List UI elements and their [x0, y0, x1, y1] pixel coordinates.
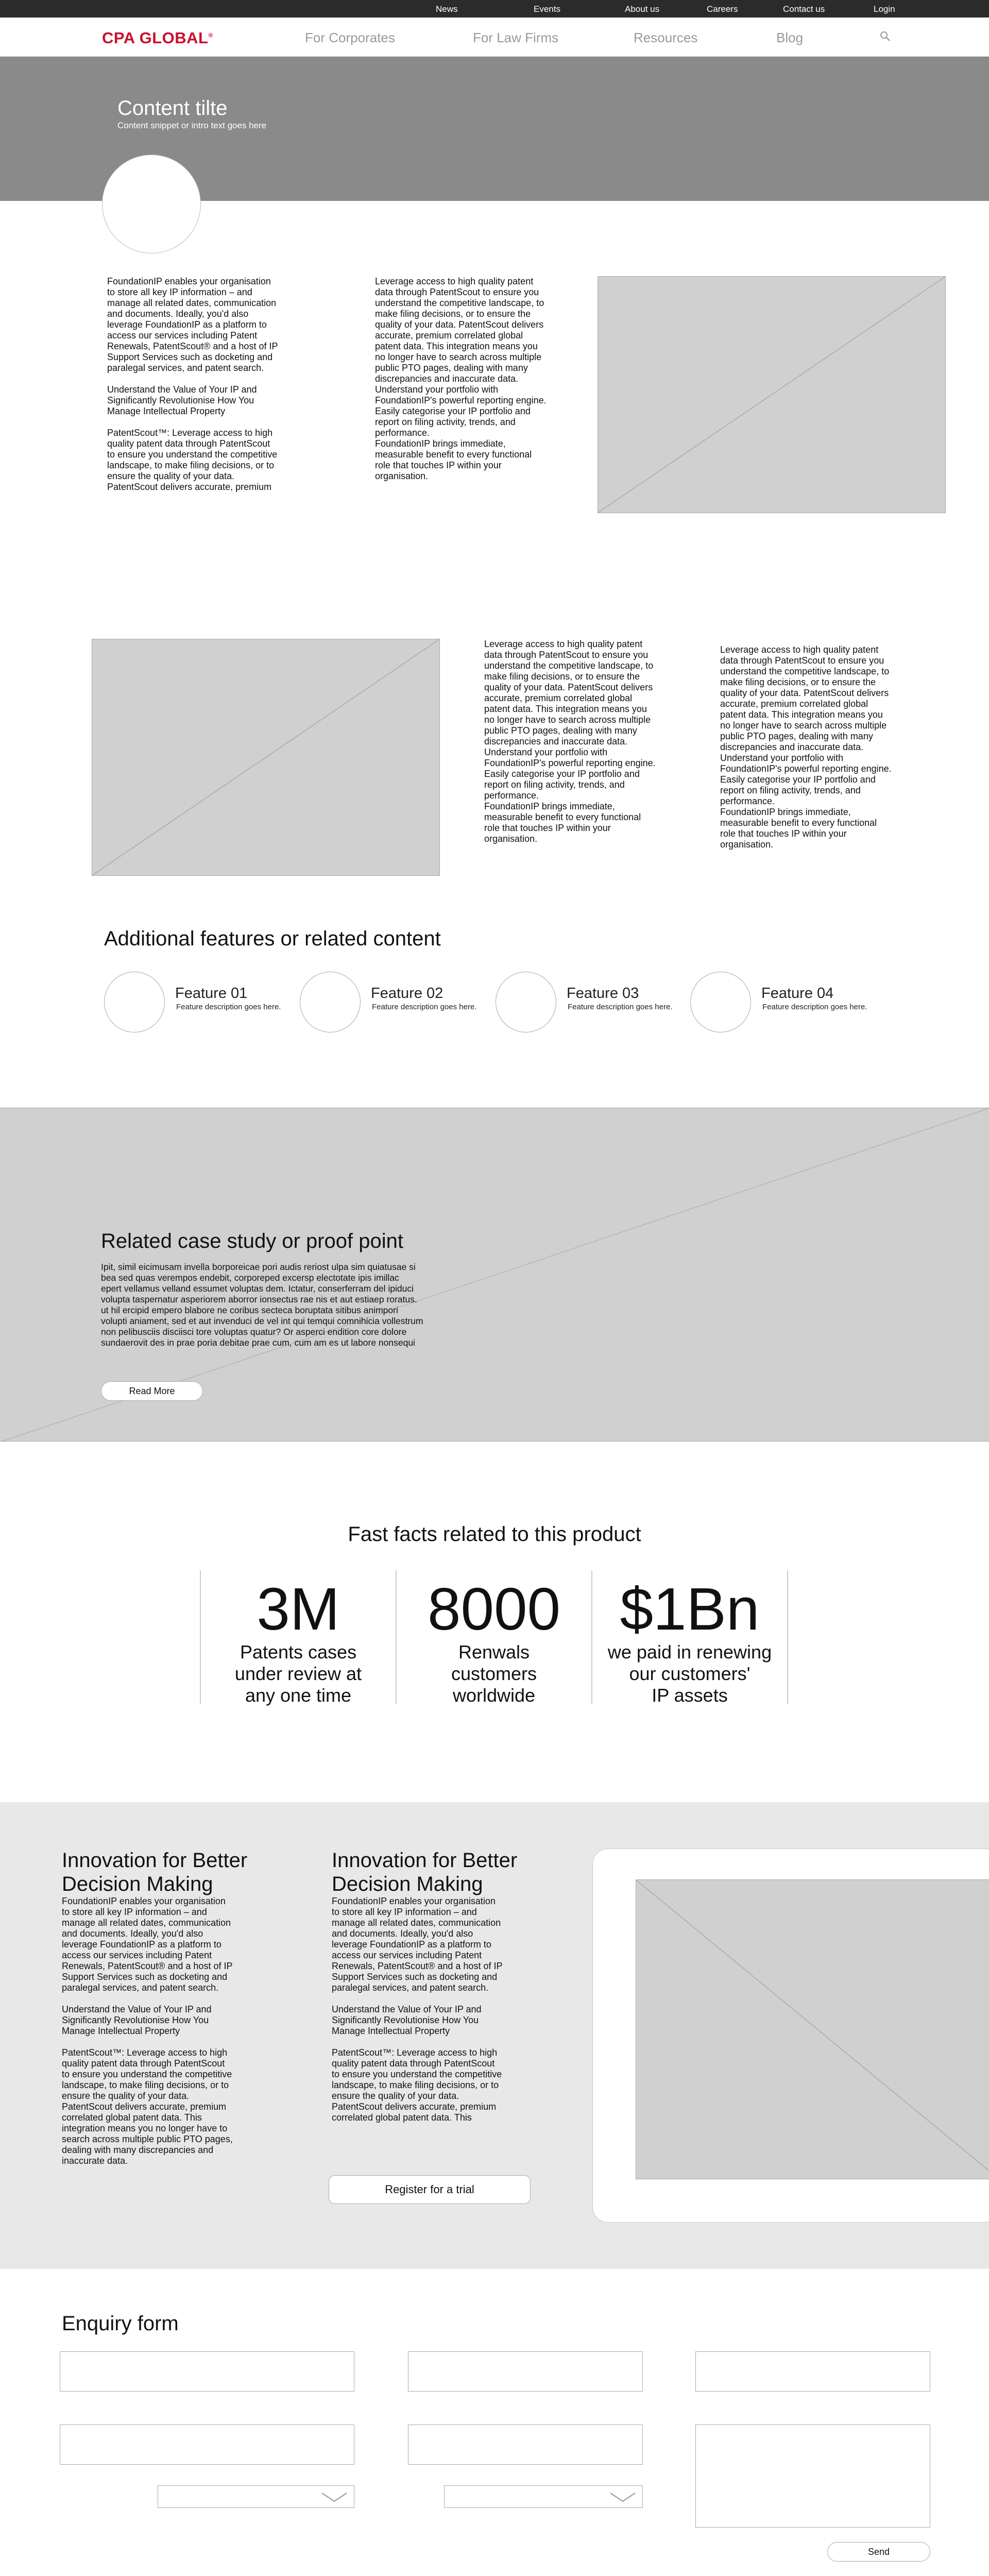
util-link-login[interactable]: Login — [874, 4, 895, 14]
innovation-body: FoundationIP enables your organisation to store all key IP information – and manage all related dates, communication and documents. Ideally, you'd also leverage FoundationIP as a platform to access our services including Patent Renewals, PatentScout® and a host of IP Support Services such as docketing and paralegal services, and patent search. Understand the Value of Your IP and Significantly Revolutionise How You Manage Intellectual Property PatentScout™: Leverage access to high quality patent data through PatentScout to ensure you understand the competitive landscape, to make filing decisions, or to ensure the quality of your data. PatentScout delivers accurate, premium correlated global patent data. This integration means you no longer have to search across multiple public PTO pages, dealing with many discrepancies and inaccurate data. — [62, 1896, 233, 2166]
nav-for-law-firms[interactable]: For Law Firms — [473, 30, 559, 45]
chevron-down-icon — [608, 2491, 637, 2503]
enquiry-input[interactable] — [408, 2351, 643, 2392]
enquiry-input[interactable] — [695, 2351, 930, 2392]
logo-text: CPA GLOBAL — [102, 29, 209, 47]
util-link-contact[interactable]: Contact us — [783, 4, 825, 14]
innovation-title: Innovation for Better Decision Making — [332, 1849, 518, 1895]
fact-label: we paid in renewing our customers' IP assets — [607, 1641, 772, 1706]
enquiry-input[interactable] — [60, 2425, 354, 2465]
case-study-title: Related case study or proof point — [101, 1230, 404, 1252]
chevron-down-icon — [320, 2491, 349, 2503]
util-link-about[interactable]: About us — [625, 4, 660, 14]
enquiry-select[interactable] — [158, 2485, 354, 2508]
placeholder-diagonal — [92, 639, 439, 875]
fact-label: Patents cases under review at any one time — [234, 1641, 362, 1706]
fact-label: Renwals customers worldwide — [451, 1641, 537, 1706]
feature-04-icon — [690, 972, 751, 1032]
fact-value: $1Bn — [620, 1575, 760, 1642]
feature-01-desc: Feature description goes here. — [176, 1003, 281, 1011]
utility-bar — [0, 0, 989, 18]
feature-01-title[interactable]: Feature 01 — [175, 985, 248, 1002]
features-title: Additional features or related content — [104, 927, 441, 950]
hero-title: Content tilte — [117, 97, 228, 120]
logo[interactable] — [102, 29, 213, 47]
enquiry-input[interactable] — [408, 2425, 643, 2465]
case-study-section — [0, 1108, 989, 1442]
fact-value: 8000 — [427, 1575, 561, 1642]
hero-subtitle: Content snippet or intro text goes here — [117, 121, 267, 130]
enquiry-message-textarea[interactable] — [695, 2425, 930, 2528]
logo-mark: ® — [208, 31, 213, 39]
search-icon[interactable] — [879, 30, 891, 42]
main-nav — [0, 18, 989, 57]
feature-02-desc: Feature description goes here. — [372, 1003, 477, 1011]
enquiry-input[interactable] — [60, 2351, 354, 2392]
case-study-body: Ipit, simil eicimusam invella borporeicae pori audis reriost ulpa sim quiatusae si bea sed quas verempos endebit, corporeped excersp electotate ipis imillac epert vellamus velland essumet voluptas dem. Ictatur, conserferram del ipiduci volupta taspernatur asperiorem aborror ionsectus rae nis et aut estiaep roratus. ut hil ercipid empero blabore ne coribus secteca boruptata sitibus animpori volupti aniament, sed et aut invenduci de vel int qui temqui comnihicia vollestrum non pelibusciis disciisci tore voluptas quatur? Or asperci endition core dolore sundaerovit des in prae poria debitae prae cum, cum am es ut labore nonsequi — [101, 1262, 423, 1348]
feature-03-desc: Feature description goes here. — [568, 1003, 673, 1011]
nav-resources[interactable]: Resources — [634, 30, 698, 45]
tablet-screen-placeholder — [636, 1879, 989, 2179]
feature-03-icon — [496, 972, 556, 1032]
feature-01-icon — [104, 972, 165, 1032]
util-link-events[interactable]: Events — [534, 4, 560, 14]
placeholder-diagonal — [598, 277, 945, 513]
fact-value: 3M — [257, 1575, 340, 1642]
util-link-news[interactable]: News — [436, 4, 458, 14]
facts-divider — [787, 1570, 788, 1704]
intro-text-col1: FoundationIP enables your organisation to store all key IP information – and manage all related dates, communication and documents. Ideally, you'd also leverage FoundationIP as a platform to access our services including Patent Renewals, PatentScout® and a host of IP Support Services such as docketing and paralegal services, and patent search. Understand the Value of Your IP and Significantly Revolutionise How You Manage Intellectual Property PatentScout™: Leverage access to high quality patent data through PatentScout to ensure you understand the competitive landscape, to make filing decisions, or to ensure the quality of your data. PatentScout delivers accurate, premium — [107, 276, 278, 492]
feature-04-title[interactable]: Feature 04 — [761, 985, 834, 1002]
placeholder-diagonal — [636, 1880, 989, 2179]
feature-02-title[interactable]: Feature 02 — [371, 985, 444, 1002]
section2-image-placeholder — [92, 639, 440, 876]
feature-04-desc: Feature description goes here. — [762, 1003, 867, 1011]
feature-02-icon — [300, 972, 361, 1032]
read-more-button[interactable]: Read More — [101, 1381, 203, 1401]
util-link-careers[interactable]: Careers — [707, 4, 738, 14]
fast-facts-title: Fast facts related to this product — [348, 1523, 641, 1546]
hero-avatar-circle — [102, 155, 201, 253]
enquiry-title: Enquiry form — [62, 2312, 179, 2335]
section2-text-col2: Leverage access to high quality patent data through PatentScout to ensure you understand the competitive landscape, to make filing decisions, or to ensure the quality of your data. PatentScout delivers accurate, premium correlated global patent data. This integration means you no longer have to search across multiple public PTO pages, dealing with many discrepancies and inaccurate data. Understand your portfolio with FoundationIP's powerful reporting engine. Easily categorise your IP portfolio and report on filing activity, trends, and performance. FoundationIP brings immediate, measurable benefit to every functional role that touches IP within your organisation. — [720, 645, 892, 850]
section2-text-col1: Leverage access to high quality patent data through PatentScout to ensure you understand the competitive landscape, to make filing decisions, or to ensure the quality of your data. PatentScout delivers accurate, premium correlated global patent data. This integration means you no longer have to search across multiple public PTO pages, dealing with many discrepancies and inaccurate data. Understand your portfolio with FoundationIP's powerful reporting engine. Easily categorise your IP portfolio and report on filing activity, trends, and performance. FoundationIP brings immediate, measurable benefit to every functional role that touches IP within your organisation. — [484, 639, 656, 844]
intro-image-placeholder — [598, 276, 946, 513]
nav-for-corporates[interactable]: For Corporates — [305, 30, 395, 45]
intro-text-col2: Leverage access to high quality patent data through PatentScout to ensure you understand the competitive landscape, to make filing decisions, or to ensure the quality of your data. PatentScout delivers accurate, premium correlated global patent data. This integration means you no longer have to search across multiple public PTO pages, dealing with many discrepancies and inaccurate data. Understand your portfolio with FoundationIP's powerful reporting engine. Easily categorise your IP portfolio and report on filing activity, trends, and performance. FoundationIP brings immediate, measurable benefit to every functional role that touches IP within your organisation. — [375, 276, 547, 481]
feature-03-title[interactable]: Feature 03 — [567, 985, 639, 1002]
innovation-title: Innovation for Better Decision Making — [62, 1849, 248, 1895]
enquiry-select[interactable] — [444, 2485, 643, 2508]
send-button[interactable]: Send — [827, 2542, 930, 2562]
innovation-body: FoundationIP enables your organisation to store all key IP information – and manage all related dates, communication and documents. Ideally, you'd also leverage FoundationIP as a platform to access our services including Patent Renewals, PatentScout® and a host of IP Support Services such as docketing and paralegal services, and patent search. Understand the Value of Your IP and Significantly Revolutionise How You Manage Intellectual Property PatentScout™: Leverage access to high quality patent data through PatentScout to ensure you understand the competitive landscape, to make filing decisions, or to ensure the quality of your data. PatentScout delivers accurate, premium correlated global patent data. This — [332, 1896, 503, 2123]
nav-blog[interactable]: Blog — [776, 30, 804, 45]
register-trial-button[interactable]: Register for a trial — [329, 2175, 531, 2204]
